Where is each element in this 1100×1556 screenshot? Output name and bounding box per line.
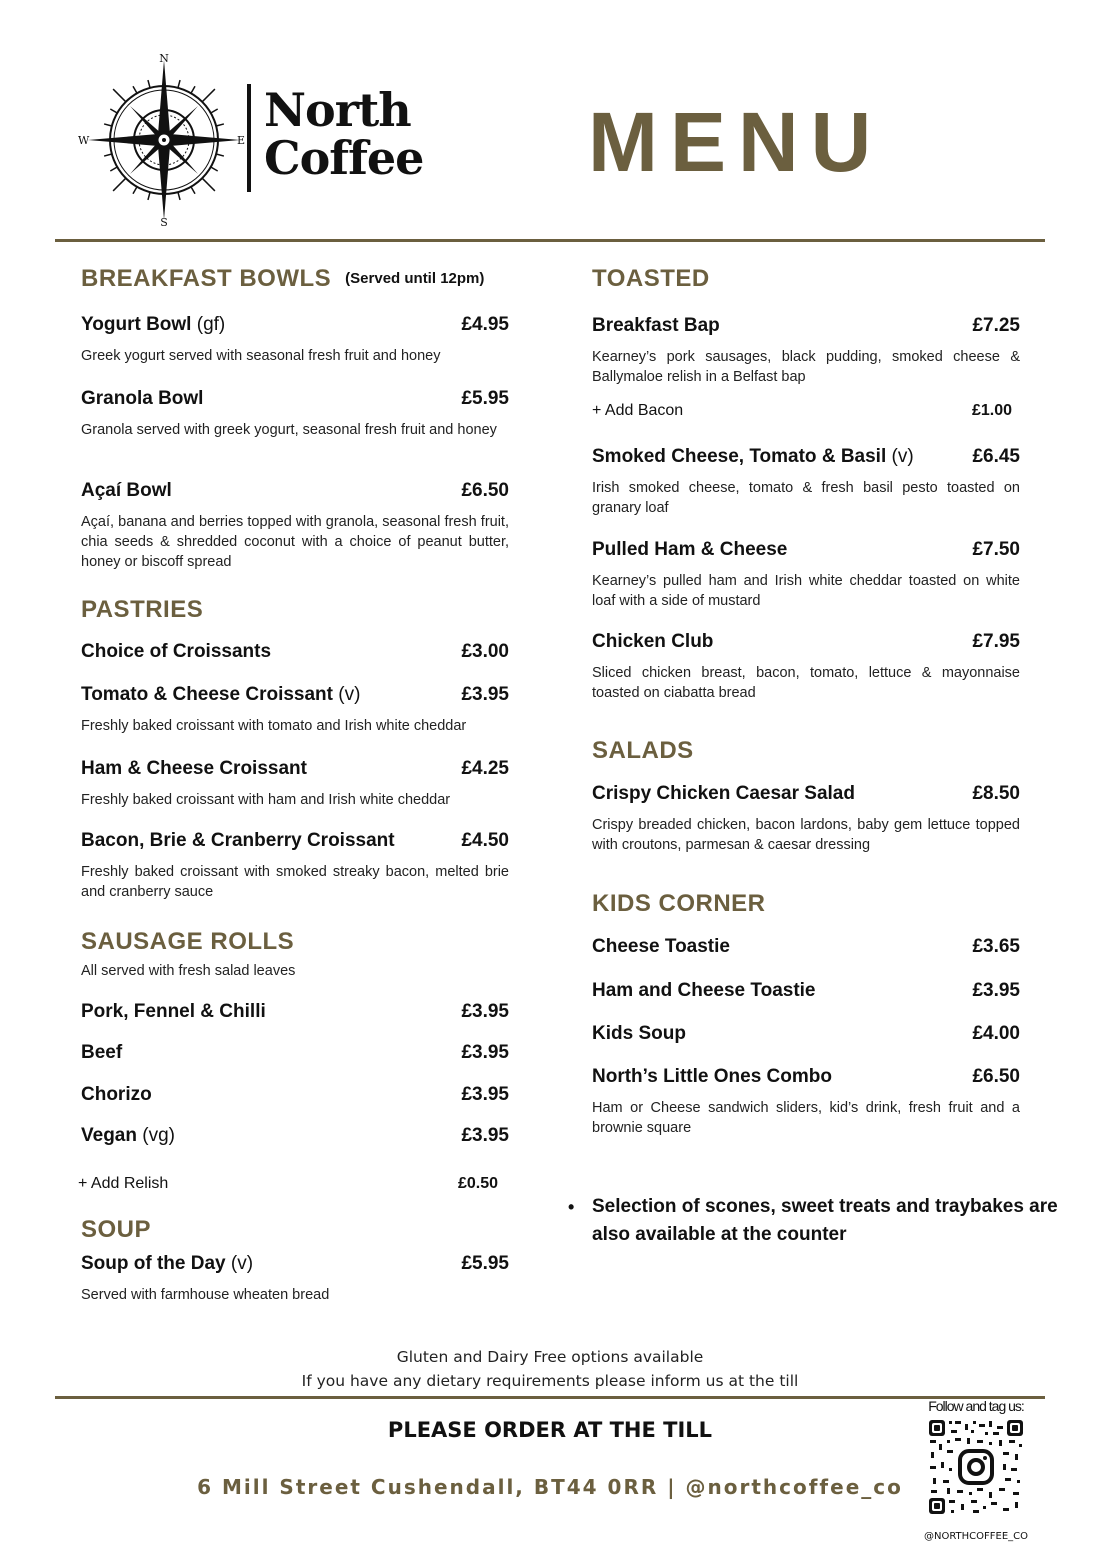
menu-item: North’s Little Ones Combo £6.50 Ham or Cheese sandwich sliders, kid’s drink, fresh fruit and a brownie square <box>592 1066 1020 1136</box>
item-price: £7.95 <box>972 631 1020 652</box>
counter-note: • Selection of scones, sweet treats and traybakes are also available at the counter <box>568 1193 1058 1249</box>
item-price: £5.95 <box>461 388 509 409</box>
menu-item: Açaí Bowl £6.50 Açaí, banana and berries topped with granola, seasonal fresh fruit, chia seeds & shredded coconut with a choice of peanut butter, honey or biscoff spread <box>81 480 509 570</box>
item-price: £8.50 <box>972 783 1020 804</box>
item-description: Açaí, banana and berries topped with granola, seasonal fresh fruit, chia seeds & shredded coconut with a choice of peanut butter, honey or biscoff spread <box>81 514 509 570</box>
menu-item: Granola Bowl £5.95 Granola served with greek yogurt, seasonal fresh fruit and honey <box>81 388 509 438</box>
item-price: £6.50 <box>972 1066 1020 1087</box>
section-title: BREAKFAST BOWLS (Served until 12pm) <box>81 265 485 292</box>
svg-text:W: W <box>78 134 90 147</box>
item-description: Kearney’s pork sausages, black pudding, smoked cheese & Ballymaloe relish in a Belfast bap <box>592 349 1020 385</box>
menu-item: Ham & Cheese Croissant £4.25 Freshly baked croissant with ham and Irish white cheddar <box>81 758 509 808</box>
address-and-handle: 6 Mill Street Cushendall, BT44 0RR | @northcoffee_co <box>197 1475 903 1499</box>
svg-text:N: N <box>159 52 169 65</box>
item-description: Kearney’s pulled ham and Irish white cheddar toasted on white loaf with a side of mustard <box>592 573 1020 609</box>
bullet-icon: • <box>568 1197 575 1217</box>
section-sausage-rolls <box>81 927 511 981</box>
section-pastries <box>81 595 511 625</box>
section-title: TOASTED <box>592 265 710 292</box>
menu-header <box>0 0 1100 240</box>
item-price: £6.45 <box>972 446 1020 467</box>
addon-price: £0.50 <box>457 1175 498 1192</box>
menu-item: Yogurt Bowl (gf) £4.95 Greek yogurt served with seasonal fresh fruit and honey <box>81 314 509 364</box>
section-toasted <box>592 264 1022 294</box>
item-description: Sliced chicken breast, bacon, tomato, lettuce & mayonnaise toasted on ciabatta bread <box>592 665 1020 701</box>
section-title: KIDS CORNER <box>592 890 766 917</box>
menu-item: Chorizo £3.95 <box>81 1084 509 1105</box>
item-description: Irish smoked cheese, tomato & fresh basil pesto toasted on granary loaf <box>592 480 1020 516</box>
menu-item: Chicken Club £7.95 Sliced chicken breast, bacon, tomato, lettuce & mayonnaise toasted on ciabatta bread <box>592 631 1020 701</box>
item-price: £5.95 <box>461 1253 509 1274</box>
instagram-qr-code-icon[interactable] <box>927 1418 1025 1516</box>
addon-relish: + Add Relish £0.50 <box>78 1172 506 1196</box>
menu-item: Breakfast Bap £7.25 Kearney’s pork sausages, black pudding, smoked cheese & Ballymaloe relish in a Belfast bap <box>592 315 1020 385</box>
section-title: SAUSAGE ROLLS <box>81 928 295 955</box>
item-price: £3.95 <box>461 684 509 705</box>
svg-text:S: S <box>160 216 168 228</box>
item-description: Greek yogurt served with seasonal fresh fruit and honey <box>81 348 441 364</box>
dietary-note-2: If you have any dietary requirements please inform us at the till <box>301 1372 799 1390</box>
item-description: Crispy breaded chicken, bacon lardons, baby gem lettuce topped with croutons, parmesan & caesar dressing <box>592 817 1020 853</box>
menu-item: Soup of the Day (v) £5.95 Served with farmhouse wheaten bread <box>81 1253 509 1303</box>
menu-item: Beef £3.95 <box>81 1042 509 1063</box>
page-title: MENU <box>588 95 884 189</box>
section-title: SOUP <box>81 1216 152 1243</box>
menu-item: Vegan (vg) £3.95 <box>81 1125 509 1146</box>
item-price: £3.95 <box>972 980 1020 1001</box>
item-price: £3.00 <box>461 641 509 662</box>
menu-item: Kids Soup £4.00 <box>592 1023 1020 1044</box>
item-price: £3.95 <box>461 1125 509 1146</box>
section-title: SALADS <box>592 737 694 764</box>
instagram-qr-block <box>918 1398 1034 1542</box>
qr-follow-label: Follow and tag us: <box>928 1398 1024 1414</box>
brand-name-line2: Coffee <box>264 131 424 185</box>
menu-item: Pork, Fennel & Chilli £3.95 <box>81 1001 509 1022</box>
addon-bacon: + Add Bacon £1.00 <box>592 399 1020 423</box>
item-price: £4.50 <box>461 830 509 851</box>
menu-item: Ham and Cheese Toastie £3.95 <box>592 980 1020 1001</box>
section-note: (Served until 12pm) <box>345 270 485 287</box>
item-price: £7.50 <box>972 539 1020 560</box>
item-description: Granola served with greek yogurt, seasonal fresh fruit and honey <box>81 422 497 438</box>
section-kids-corner <box>592 889 1022 919</box>
item-price: £3.95 <box>461 1042 509 1063</box>
header-divider <box>55 239 1045 242</box>
addon-price: £1.00 <box>971 402 1012 419</box>
section-breakfast-bowls <box>81 264 511 294</box>
item-description: Freshly baked croissant with ham and Irish white cheddar <box>81 792 451 808</box>
item-price: £3.95 <box>461 1084 509 1105</box>
logo-divider <box>247 84 251 192</box>
svg-text:E: E <box>237 134 246 147</box>
item-price: £4.95 <box>461 314 509 335</box>
compass-logo-icon <box>76 52 252 228</box>
item-price: £7.25 <box>972 315 1020 336</box>
order-instruction: PLEASE ORDER AT THE TILL <box>387 1418 713 1442</box>
menu-item: Bacon, Brie & Cranberry Croissant £4.50 Freshly baked croissant with smoked streaky bacon, melted brie and cranberry sauce <box>81 830 509 900</box>
item-description: Freshly baked croissant with smoked streaky bacon, melted brie and cranberry sauce <box>81 864 509 900</box>
section-salads <box>592 736 1022 766</box>
item-price: £3.65 <box>972 936 1020 957</box>
brand-name-line1: North <box>264 83 411 137</box>
menu-item: Pulled Ham & Cheese £7.50 Kearney’s pulled ham and Irish white cheddar toasted on white loaf with a side of mustard <box>592 539 1020 609</box>
section-title: PASTRIES <box>81 596 204 623</box>
dietary-note-1: Gluten and Dairy Free options available <box>396 1348 704 1366</box>
item-price: £6.50 <box>461 480 509 501</box>
item-price: £4.25 <box>461 758 509 779</box>
menu-item: Cheese Toastie £3.65 <box>592 936 1020 957</box>
item-description: Ham or Cheese sandwich sliders, kid’s drink, fresh fruit and a brownie square <box>592 1100 1020 1136</box>
item-description: Served with farmhouse wheaten bread <box>81 1287 330 1303</box>
menu-item: Smoked Cheese, Tomato & Basil (v) £6.45 Irish smoked cheese, tomato & fresh basil pesto toasted on granary loaf <box>592 446 1020 516</box>
qr-handle: @NORTHCOFFEE_CO <box>923 1531 1029 1542</box>
section-subtitle: All served with fresh salad leaves <box>81 963 296 979</box>
section-soup <box>81 1215 511 1245</box>
item-price: £4.00 <box>972 1023 1020 1044</box>
item-price: £3.95 <box>461 1001 509 1022</box>
footer-divider <box>55 1396 1045 1399</box>
menu-item: Tomato & Cheese Croissant (v) £3.95 Freshly baked croissant with tomato and Irish white cheddar <box>81 684 509 734</box>
menu-item: Choice of Croissants £3.00 <box>81 641 509 662</box>
brand-name <box>264 83 424 185</box>
menu-item: Crispy Chicken Caesar Salad £8.50 Crispy breaded chicken, bacon lardons, baby gem lettuce topped with croutons, parmesan & caesar dressing <box>592 783 1020 853</box>
item-description: Freshly baked croissant with tomato and Irish white cheddar <box>81 718 467 734</box>
